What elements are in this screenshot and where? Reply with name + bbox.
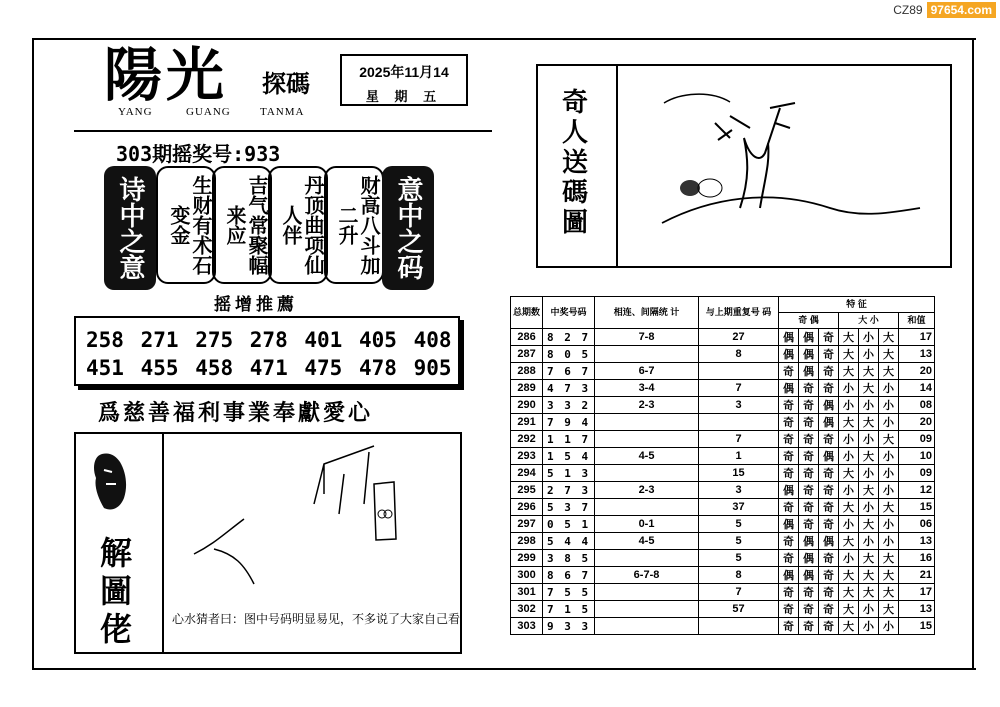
period-cell: 298 bbox=[511, 533, 543, 550]
odd-even-cell: 偶 bbox=[799, 329, 819, 346]
big-small-cell: 大 bbox=[879, 567, 899, 584]
odd-even-cell: 偶 bbox=[779, 380, 799, 397]
sum-cell: 20 bbox=[899, 363, 935, 380]
period-cell: 296 bbox=[511, 499, 543, 516]
table-row bbox=[511, 346, 935, 363]
odd-even-cell: 偶 bbox=[799, 550, 819, 567]
big-small-cell: 小 bbox=[859, 397, 879, 414]
big-small-cell: 大 bbox=[839, 346, 859, 363]
recommend-title: 摇增推薦 bbox=[214, 295, 298, 315]
big-small-cell: 大 bbox=[859, 414, 879, 431]
poem-column-4: 财高八斗加二升 bbox=[324, 166, 384, 284]
odd-even-cell: 奇 bbox=[779, 448, 799, 465]
repeat-cell bbox=[699, 363, 779, 380]
col-feature: 特 征 bbox=[779, 297, 935, 313]
odd-even-cell: 奇 bbox=[779, 601, 799, 618]
table-row bbox=[511, 414, 935, 431]
odd-even-cell: 奇 bbox=[819, 329, 839, 346]
big-small-cell: 大 bbox=[879, 584, 899, 601]
odd-even-cell: 奇 bbox=[779, 584, 799, 601]
sum-cell: 12 bbox=[899, 482, 935, 499]
number-cell: 5 3 7 bbox=[543, 499, 595, 516]
draw-label: 303期摇奖号: bbox=[116, 142, 245, 166]
odd-even-cell: 奇 bbox=[779, 533, 799, 550]
consec-cell bbox=[595, 414, 699, 431]
period-cell: 301 bbox=[511, 584, 543, 601]
repeat-cell: 8 bbox=[699, 567, 779, 584]
big-small-cell: 小 bbox=[879, 482, 899, 499]
poem-left-title: 诗中之意 bbox=[104, 166, 156, 290]
number-cell: 8 2 7 bbox=[543, 329, 595, 346]
big-small-cell: 大 bbox=[839, 584, 859, 601]
header-divider bbox=[74, 130, 492, 132]
consec-cell: 2-3 bbox=[595, 397, 699, 414]
big-small-cell: 小 bbox=[879, 397, 899, 414]
odd-even-cell: 奇 bbox=[819, 499, 839, 516]
big-small-cell: 大 bbox=[839, 618, 859, 635]
consec-cell bbox=[595, 499, 699, 516]
big-small-cell: 大 bbox=[839, 414, 859, 431]
sum-cell: 17 bbox=[899, 584, 935, 601]
rec-number: 401 bbox=[304, 328, 343, 352]
jietu-note: 心水猜者曰：图中号码明显易见，不多说了大家自己看 bbox=[172, 612, 461, 626]
repeat-cell: 1 bbox=[699, 448, 779, 465]
consec-cell: 4-5 bbox=[595, 448, 699, 465]
col-odd-even: 奇 偶 bbox=[779, 313, 839, 329]
sum-cell: 13 bbox=[899, 346, 935, 363]
table-row bbox=[511, 397, 935, 414]
odd-even-cell: 偶 bbox=[779, 329, 799, 346]
table-row bbox=[511, 363, 935, 380]
table-row bbox=[511, 516, 935, 533]
issue-date: 2025年11月14 bbox=[359, 64, 449, 80]
odd-even-cell: 奇 bbox=[779, 397, 799, 414]
consec-cell bbox=[595, 601, 699, 618]
number-cell: 3 8 5 bbox=[543, 550, 595, 567]
number-cell: 9 3 3 bbox=[543, 618, 595, 635]
big-small-cell: 大 bbox=[859, 380, 879, 397]
sum-cell: 06 bbox=[899, 516, 935, 533]
big-small-cell: 大 bbox=[879, 329, 899, 346]
consec-cell bbox=[595, 465, 699, 482]
number-cell: 5 1 3 bbox=[543, 465, 595, 482]
odd-even-cell: 奇 bbox=[819, 567, 839, 584]
repeat-cell: 15 bbox=[699, 465, 779, 482]
odd-even-cell: 偶 bbox=[819, 533, 839, 550]
page-frame-right-edge bbox=[972, 40, 974, 668]
consec-cell: 6-7 bbox=[595, 363, 699, 380]
odd-even-cell: 偶 bbox=[819, 397, 839, 414]
repeat-cell: 5 bbox=[699, 516, 779, 533]
big-small-cell: 大 bbox=[879, 499, 899, 516]
odd-even-cell: 偶 bbox=[779, 346, 799, 363]
date-box bbox=[340, 54, 468, 106]
period-cell: 292 bbox=[511, 431, 543, 448]
odd-even-cell: 奇 bbox=[799, 618, 819, 635]
big-small-cell: 大 bbox=[859, 363, 879, 380]
period-cell: 303 bbox=[511, 618, 543, 635]
big-small-cell: 小 bbox=[839, 397, 859, 414]
big-small-cell: 小 bbox=[859, 346, 879, 363]
table-row bbox=[511, 550, 935, 567]
consec-cell: 0-1 bbox=[595, 516, 699, 533]
repeat-cell: 5 bbox=[699, 533, 779, 550]
period-cell: 295 bbox=[511, 482, 543, 499]
odd-even-cell: 奇 bbox=[819, 431, 839, 448]
big-small-cell: 大 bbox=[859, 584, 879, 601]
charity-slogan: 爲慈善福利事業奉獻愛心 bbox=[98, 400, 374, 426]
repeat-cell: 37 bbox=[699, 499, 779, 516]
big-small-cell: 小 bbox=[879, 414, 899, 431]
sum-cell: 10 bbox=[899, 448, 935, 465]
poem-column-2: 吉气常聚幅来应 bbox=[212, 166, 272, 284]
watermark bbox=[893, 2, 996, 18]
number-cell: 7 5 5 bbox=[543, 584, 595, 601]
odd-even-cell: 偶 bbox=[799, 533, 819, 550]
sum-cell: 09 bbox=[899, 465, 935, 482]
repeat-cell: 7 bbox=[699, 380, 779, 397]
col-repeat: 与上期重复号 码 bbox=[699, 297, 779, 329]
sum-cell: 16 bbox=[899, 550, 935, 567]
table-header-row bbox=[511, 297, 935, 313]
big-small-cell: 小 bbox=[859, 618, 879, 635]
page-subtitle: 探碼 bbox=[262, 69, 310, 98]
draw-value: 933 bbox=[244, 142, 281, 166]
big-small-cell: 小 bbox=[839, 550, 859, 567]
repeat-cell: 27 bbox=[699, 329, 779, 346]
big-small-cell: 大 bbox=[879, 550, 899, 567]
poem-right-title: 意中之码 bbox=[382, 166, 434, 290]
odd-even-cell: 偶 bbox=[799, 567, 819, 584]
odd-even-cell: 奇 bbox=[799, 397, 819, 414]
recommend-row-2 bbox=[86, 354, 458, 382]
big-small-cell: 小 bbox=[859, 533, 879, 550]
period-cell: 299 bbox=[511, 550, 543, 567]
rec-number: 451 bbox=[86, 356, 124, 380]
col-consec: 相连、间隔统 计 bbox=[595, 297, 699, 329]
sum-cell: 13 bbox=[899, 601, 935, 618]
sum-cell: 20 bbox=[899, 414, 935, 431]
table-row bbox=[511, 533, 935, 550]
big-small-cell: 大 bbox=[839, 567, 859, 584]
sum-cell: 15 bbox=[899, 618, 935, 635]
odd-even-cell: 奇 bbox=[799, 516, 819, 533]
period-cell: 290 bbox=[511, 397, 543, 414]
big-small-cell: 小 bbox=[859, 431, 879, 448]
odd-even-cell: 奇 bbox=[779, 618, 799, 635]
big-small-cell: 大 bbox=[859, 482, 879, 499]
big-small-cell: 大 bbox=[859, 550, 879, 567]
table-row bbox=[511, 567, 935, 584]
big-small-cell: 小 bbox=[839, 448, 859, 465]
big-small-cell: 大 bbox=[839, 499, 859, 516]
tree-sketch-icon bbox=[620, 68, 950, 266]
rec-number: 271 bbox=[140, 328, 179, 352]
big-small-cell: 小 bbox=[879, 448, 899, 465]
table-row bbox=[511, 431, 935, 448]
big-small-cell: 小 bbox=[859, 499, 879, 516]
repeat-cell: 7 bbox=[699, 431, 779, 448]
rec-number: 258 bbox=[86, 328, 124, 352]
big-small-cell: 大 bbox=[859, 567, 879, 584]
number-cell: 5 4 4 bbox=[543, 533, 595, 550]
sum-cell: 15 bbox=[899, 499, 935, 516]
odd-even-cell: 奇 bbox=[819, 516, 839, 533]
sum-cell: 09 bbox=[899, 431, 935, 448]
period-cell: 286 bbox=[511, 329, 543, 346]
rec-number: 478 bbox=[358, 356, 397, 380]
repeat-cell: 8 bbox=[699, 346, 779, 363]
recommend-numbers bbox=[74, 316, 460, 386]
big-small-cell: 小 bbox=[859, 465, 879, 482]
period-cell: 294 bbox=[511, 465, 543, 482]
odd-even-cell: 奇 bbox=[779, 499, 799, 516]
repeat-cell: 7 bbox=[699, 584, 779, 601]
qiren-box bbox=[536, 64, 952, 268]
number-cell: 7 9 4 bbox=[543, 414, 595, 431]
big-small-cell: 大 bbox=[839, 465, 859, 482]
big-small-cell: 小 bbox=[879, 533, 899, 550]
consec-cell: 2-3 bbox=[595, 482, 699, 499]
poem-column-3: 丹顶曲项仙人伴 bbox=[268, 166, 328, 284]
odd-even-cell: 奇 bbox=[779, 414, 799, 431]
period-cell: 291 bbox=[511, 414, 543, 431]
big-small-cell: 大 bbox=[859, 516, 879, 533]
odd-even-cell: 偶 bbox=[779, 516, 799, 533]
odd-even-cell: 奇 bbox=[819, 346, 839, 363]
poem-column-1: 生财有术石变金 bbox=[156, 166, 216, 284]
odd-even-cell: 偶 bbox=[799, 346, 819, 363]
jietu-label: 解圖佬 bbox=[99, 534, 132, 648]
number-cell: 3 3 2 bbox=[543, 397, 595, 414]
rec-number: 278 bbox=[249, 328, 288, 352]
number-cell: 4 7 3 bbox=[543, 380, 595, 397]
repeat-cell: 3 bbox=[699, 482, 779, 499]
table-row bbox=[511, 499, 935, 516]
odd-even-cell: 奇 bbox=[819, 465, 839, 482]
odd-even-cell: 奇 bbox=[799, 431, 819, 448]
rec-number: 471 bbox=[249, 356, 288, 380]
number-cell: 1 5 4 bbox=[543, 448, 595, 465]
pinyin-tanma: TANMA bbox=[260, 106, 305, 118]
odd-even-cell: 奇 bbox=[799, 482, 819, 499]
consec-cell bbox=[595, 584, 699, 601]
house-sketch-icon bbox=[164, 434, 464, 604]
consec-cell: 3-4 bbox=[595, 380, 699, 397]
col-period: 总期数 bbox=[511, 297, 543, 329]
rec-number: 405 bbox=[358, 328, 397, 352]
number-cell: 2 7 3 bbox=[543, 482, 595, 499]
odd-even-cell: 偶 bbox=[779, 482, 799, 499]
odd-even-cell: 奇 bbox=[799, 414, 819, 431]
odd-even-cell: 奇 bbox=[819, 584, 839, 601]
period-cell: 297 bbox=[511, 516, 543, 533]
big-small-cell: 小 bbox=[859, 329, 879, 346]
big-small-cell: 大 bbox=[839, 329, 859, 346]
sum-cell: 14 bbox=[899, 380, 935, 397]
big-small-cell: 小 bbox=[839, 380, 859, 397]
big-small-cell: 小 bbox=[879, 380, 899, 397]
big-small-cell: 小 bbox=[879, 516, 899, 533]
table-row bbox=[511, 329, 935, 346]
consec-cell: 7-8 bbox=[595, 329, 699, 346]
big-small-cell: 大 bbox=[879, 431, 899, 448]
big-small-cell: 大 bbox=[839, 363, 859, 380]
odd-even-cell: 偶 bbox=[819, 414, 839, 431]
odd-even-cell: 奇 bbox=[819, 618, 839, 635]
consec-cell bbox=[595, 618, 699, 635]
pinyin-yang: YANG bbox=[118, 106, 153, 118]
period-cell: 293 bbox=[511, 448, 543, 465]
col-sum: 和值 bbox=[899, 313, 935, 329]
table-row bbox=[511, 584, 935, 601]
table-row bbox=[511, 482, 935, 499]
period-cell: 300 bbox=[511, 567, 543, 584]
odd-even-cell: 偶 bbox=[779, 567, 799, 584]
table-row bbox=[511, 380, 935, 397]
history-table bbox=[510, 296, 935, 635]
consec-cell: 6-7-8 bbox=[595, 567, 699, 584]
qiren-divider bbox=[616, 66, 618, 266]
col-big-small: 大 小 bbox=[839, 313, 899, 329]
rec-number: 475 bbox=[304, 356, 343, 380]
watermark-code: CZ89 bbox=[893, 3, 923, 17]
sum-cell: 13 bbox=[899, 533, 935, 550]
odd-even-cell: 奇 bbox=[819, 482, 839, 499]
odd-even-cell: 偶 bbox=[819, 448, 839, 465]
qiren-label: 奇人送碼圖 bbox=[561, 88, 588, 238]
period-cell: 287 bbox=[511, 346, 543, 363]
big-small-cell: 小 bbox=[859, 601, 879, 618]
big-small-cell: 大 bbox=[879, 346, 899, 363]
recommend-row-1 bbox=[86, 326, 458, 354]
big-small-cell: 大 bbox=[839, 533, 859, 550]
odd-even-cell: 奇 bbox=[799, 380, 819, 397]
page-title: 陽光 bbox=[104, 41, 229, 109]
big-small-cell: 小 bbox=[879, 618, 899, 635]
table-row bbox=[511, 465, 935, 482]
consec-cell bbox=[595, 550, 699, 567]
odd-even-cell: 奇 bbox=[799, 448, 819, 465]
repeat-cell bbox=[699, 618, 779, 635]
big-small-cell: 小 bbox=[839, 516, 859, 533]
table-row bbox=[511, 601, 935, 618]
table-row bbox=[511, 448, 935, 465]
big-small-cell: 大 bbox=[879, 363, 899, 380]
repeat-cell: 57 bbox=[699, 601, 779, 618]
odd-even-cell: 奇 bbox=[779, 431, 799, 448]
period-cell: 288 bbox=[511, 363, 543, 380]
big-small-cell: 小 bbox=[839, 482, 859, 499]
odd-even-cell: 偶 bbox=[799, 363, 819, 380]
jietu-box bbox=[74, 432, 462, 654]
odd-even-cell: 奇 bbox=[779, 363, 799, 380]
big-small-cell: 大 bbox=[839, 601, 859, 618]
repeat-cell: 3 bbox=[699, 397, 779, 414]
number-cell: 8 6 7 bbox=[543, 567, 595, 584]
number-cell: 8 0 5 bbox=[543, 346, 595, 363]
odd-even-cell: 奇 bbox=[779, 550, 799, 567]
rec-number: 905 bbox=[413, 356, 452, 380]
period-cell: 289 bbox=[511, 380, 543, 397]
odd-even-cell: 奇 bbox=[799, 584, 819, 601]
watermark-site-link[interactable]: 97654.com bbox=[927, 2, 996, 18]
sum-cell: 21 bbox=[899, 567, 935, 584]
consec-cell: 4-5 bbox=[595, 533, 699, 550]
odd-even-cell: 奇 bbox=[779, 465, 799, 482]
odd-even-cell: 奇 bbox=[819, 380, 839, 397]
odd-even-cell: 奇 bbox=[819, 550, 839, 567]
odd-even-cell: 奇 bbox=[819, 601, 839, 618]
number-cell: 1 1 7 bbox=[543, 431, 595, 448]
pinyin-guang: GUANG bbox=[186, 106, 231, 118]
face-portrait-icon bbox=[90, 450, 130, 514]
big-small-cell: 大 bbox=[859, 448, 879, 465]
sum-cell: 08 bbox=[899, 397, 935, 414]
odd-even-cell: 奇 bbox=[799, 499, 819, 516]
rec-number: 455 bbox=[140, 356, 179, 380]
big-small-cell: 大 bbox=[879, 601, 899, 618]
odd-even-cell: 奇 bbox=[799, 465, 819, 482]
repeat-cell: 5 bbox=[699, 550, 779, 567]
weekday: 星 期 五 bbox=[365, 89, 443, 104]
draw-result bbox=[116, 138, 280, 167]
big-small-cell: 小 bbox=[839, 431, 859, 448]
number-cell: 0 5 1 bbox=[543, 516, 595, 533]
number-cell: 7 6 7 bbox=[543, 363, 595, 380]
rec-number: 458 bbox=[195, 356, 234, 380]
number-cell: 7 1 5 bbox=[543, 601, 595, 618]
rec-number: 275 bbox=[195, 328, 234, 352]
odd-even-cell: 奇 bbox=[819, 363, 839, 380]
period-cell: 302 bbox=[511, 601, 543, 618]
consec-cell bbox=[595, 431, 699, 448]
col-number: 中奖号码 bbox=[543, 297, 595, 329]
rec-number: 408 bbox=[413, 328, 452, 352]
repeat-cell bbox=[699, 414, 779, 431]
odd-even-cell: 奇 bbox=[799, 601, 819, 618]
consec-cell bbox=[595, 346, 699, 363]
sum-cell: 17 bbox=[899, 329, 935, 346]
table-row bbox=[511, 618, 935, 635]
big-small-cell: 小 bbox=[879, 465, 899, 482]
